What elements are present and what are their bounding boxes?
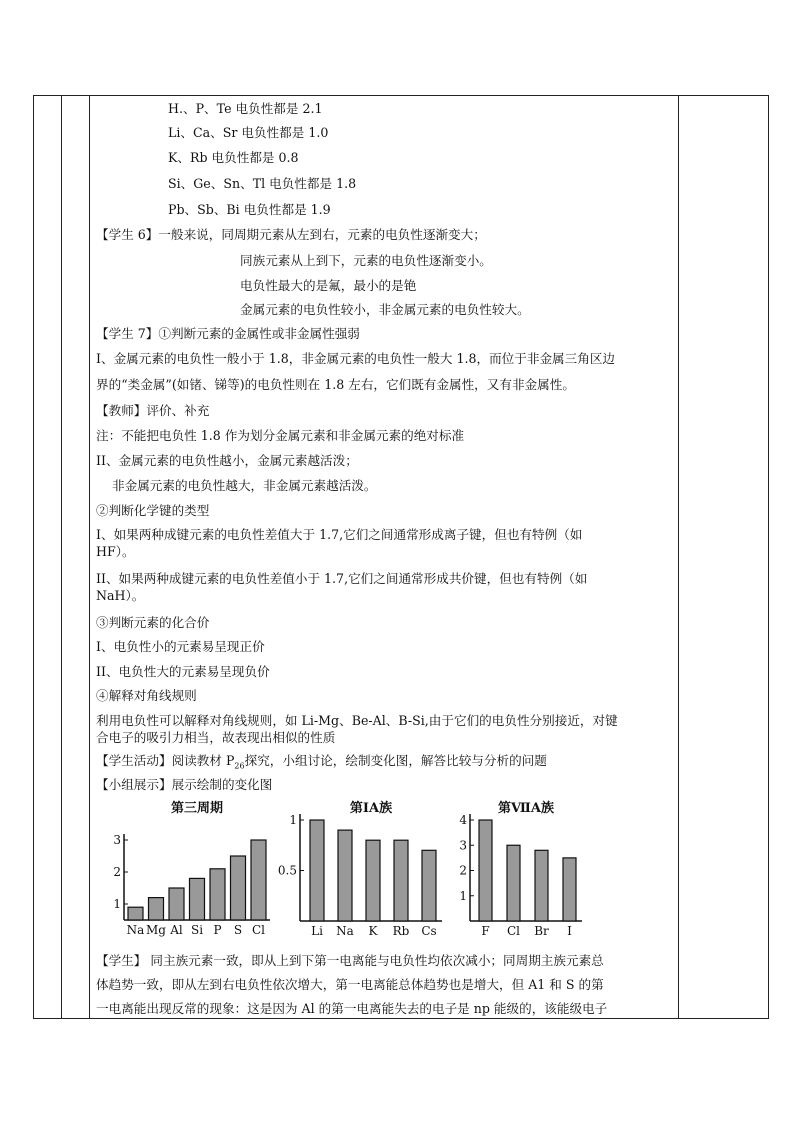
table-column-divider-1	[61, 95, 62, 1019]
bar	[507, 845, 520, 921]
y-tick-label: 4	[459, 813, 467, 827]
text-line: ②判断化学键的类型	[96, 503, 210, 518]
text-line: I、如果两种成键元素的电负性差值大于 1.7,它们之间通常形成离子键，但也有特例（如	[96, 527, 583, 542]
x-tick-label: K	[368, 924, 378, 938]
text-line: 非金属元素的电负性越大，非金属元素越活泼。	[112, 478, 377, 493]
chart-group-7a	[452, 800, 602, 940]
bar	[394, 840, 408, 921]
text-segment: 【学生活动】阅读教材 P	[96, 753, 235, 768]
text-line: K、Rb 电负性都是 0.8	[168, 150, 299, 165]
table-column-divider-3	[678, 95, 679, 1019]
x-tick-label: Cl	[251, 923, 266, 937]
text-line: 【教师】评价、补充	[96, 403, 210, 418]
x-tick-label: S	[233, 923, 243, 937]
x-tick-label: I	[567, 924, 572, 938]
y-tick-label: 2	[459, 863, 467, 878]
bar	[169, 888, 184, 920]
x-tick-label: Al	[170, 923, 183, 937]
x-tick-label: F	[481, 924, 490, 938]
bar	[128, 907, 143, 920]
text-line: H.、P、Te 电负性都是 2.1	[168, 101, 323, 116]
text-line: 体趋势一致，即从左到右电负性依次增大，第一电离能总体趋势也是增大，但 A1 和 S 的第	[96, 977, 604, 992]
x-tick-label: P	[213, 923, 222, 937]
bar	[366, 840, 380, 921]
y-tick-label: 0.5	[278, 863, 297, 878]
x-tick-label: Br	[534, 924, 549, 938]
text-line: NaH）。	[96, 588, 145, 603]
text-line	[96, 753, 547, 775]
text-line: ④解释对角线规则	[96, 688, 197, 703]
x-tick-label: Rb	[392, 924, 410, 938]
text-line: II、如果两种成键元素的电负性差值小于 1.7,它们之间通常形成共价键，但也有特例（如	[96, 571, 588, 586]
x-tick-label: Na	[126, 923, 145, 937]
bar	[422, 850, 436, 921]
text-line: II、电负性大的元素易呈现负价	[96, 664, 270, 679]
text-segment: 探究，小组讨论，绘制变化图，解答比较与分析的问题	[244, 753, 547, 768]
bar	[210, 869, 225, 920]
x-tick-label: Na	[336, 924, 354, 938]
table-column-divider-2	[89, 95, 90, 1019]
text-line: 利用电负性可以解释对角线规则，如 Li-Mg、Be-Al、B-Si,由于它们的电负性分别接近，对键	[96, 713, 618, 728]
text-line: HF）。	[96, 544, 135, 559]
chart-period-3	[108, 800, 278, 940]
chart-group-1a	[278, 800, 448, 940]
text-line: 金属元素的电负性较小，非金属元素的电负性较大。	[240, 302, 530, 317]
y-tick-label: 2	[113, 865, 121, 879]
text-line: 同族元素从上到下，元素的电负性逐渐变小。	[240, 253, 492, 268]
y-tick-label: 3	[459, 838, 467, 853]
text-line: 【学生】 同主族元素一致，即从上到下第一电离能与电负性均依次减小；同周期主族元素总	[96, 953, 604, 968]
text-line: II、金属元素的电负性越小，金属元素越活泼；	[96, 453, 358, 468]
text-line: Pb、Sb、Bi 电负性都是 1.9	[168, 202, 331, 217]
x-tick-label: Mg	[146, 923, 166, 937]
text-line: 界的“类金属”(如锗、锑等)的电负性则在 1.8 左右，它们既有金属性，又有非金属性。	[96, 377, 575, 392]
subscript: 26	[234, 761, 245, 771]
text-line: 合电子的吸引力相当，故表现出相似的性质	[96, 730, 336, 745]
text-line: 一电离能出现反常的现象：这是因为 Al 的第一电离能失去的电子是 np 能级的，该能级电子	[96, 1001, 608, 1016]
bar	[479, 820, 492, 921]
bar	[251, 840, 266, 920]
bar	[231, 856, 246, 920]
chart-title: 第ⅦA族	[498, 801, 554, 816]
x-tick-label: Si	[190, 923, 204, 937]
text-line: 【学生 6】一般来说，同周期元素从左到右，元素的电负性逐渐变大；	[96, 227, 486, 242]
text-line: I、金属元素的电负性一般小于 1.8，非金属元素的电负性一般大 1.8，而位于非金属三角区边	[96, 351, 616, 366]
text-line: 【小组展示】展示绘制的变化图	[96, 777, 273, 792]
chart-title: 第ⅠA族	[349, 801, 393, 816]
x-tick-label: Cl	[506, 924, 521, 938]
bar	[563, 858, 576, 921]
y-tick-label: 1	[459, 888, 467, 903]
x-tick-label: Li	[311, 924, 323, 938]
chart-title: 第三周期	[170, 801, 224, 816]
bar	[535, 850, 548, 921]
y-tick-label: 1	[289, 813, 297, 827]
bar	[190, 878, 205, 920]
text-line: 【学生 7】①判断元素的金属性或非金属性强弱	[96, 326, 360, 341]
bar	[310, 820, 324, 921]
y-tick-label: 1	[113, 897, 121, 911]
text-line: ③判断元素的化合价	[96, 615, 210, 630]
text-line: I、电负性小的元素易呈现正价	[96, 639, 265, 654]
text-line: Si、Ge、Sn、Tl 电负性都是 1.8	[168, 176, 357, 191]
text-line: 注：不能把电负性 1.8 作为划分金属元素和非金属元素的绝对标准	[96, 428, 465, 443]
bar	[338, 830, 352, 921]
bar	[149, 898, 164, 920]
text-line: Li、Ca、Sr 电负性都是 1.0	[168, 125, 329, 140]
text-line: 电负性最大的是氟，最小的是铯	[240, 278, 417, 293]
y-tick-label: 3	[113, 833, 121, 847]
x-tick-label: Cs	[421, 924, 437, 938]
